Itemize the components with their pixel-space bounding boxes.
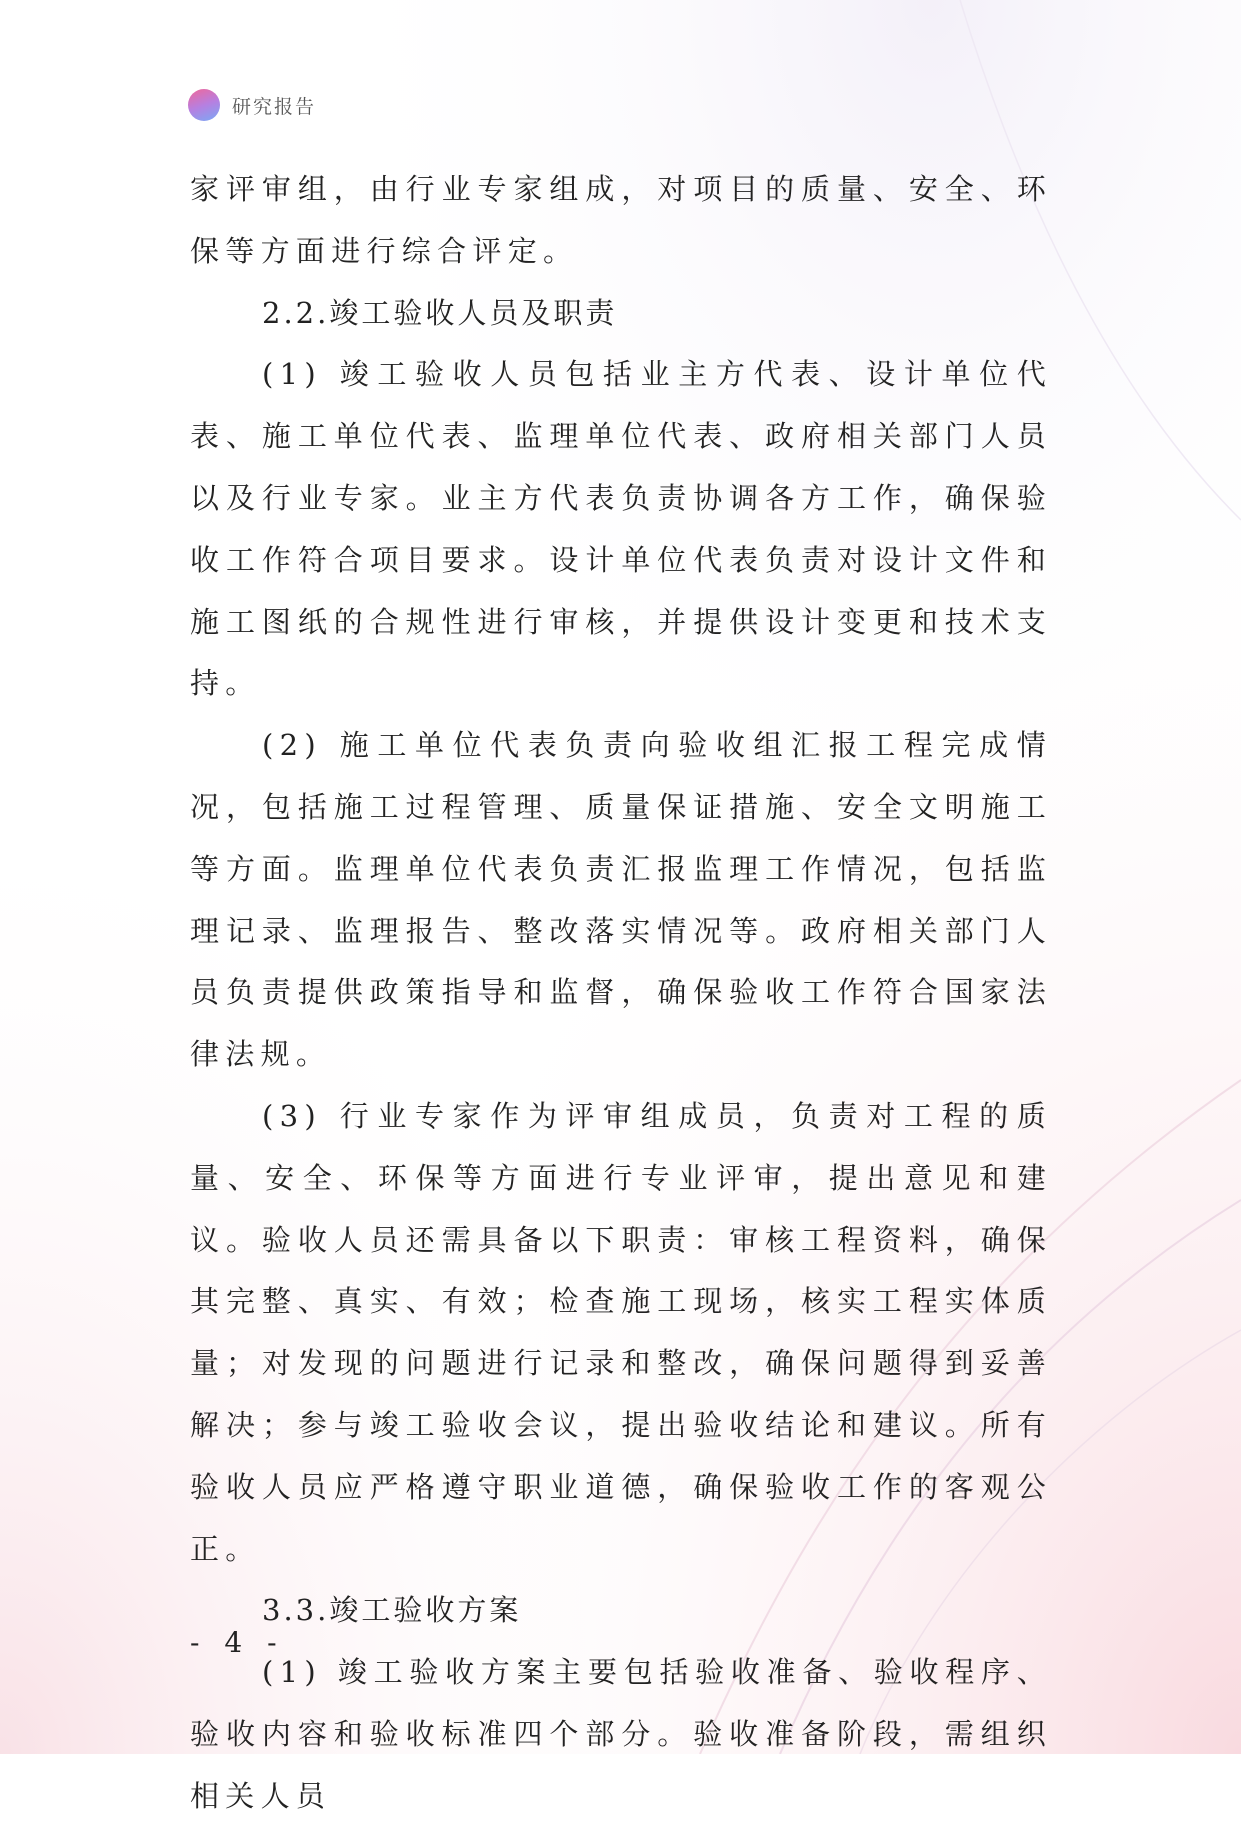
paragraph-item-3: (3) 行业专家作为评审组成员，负责对工程的质量、安全、环保等方面进行专业评审，提出意见和建议。验收人员还需具备以下职责：审核工程资料，确保其完整、真实、有效；检查施工现场，核实工程实体质量；对发现的问题进行记录和整改，确保问题得到妥善解决；参与竣工验收会议，提出验收结论和建议。所有验收人员应严格遵守职业道德，确保验收工作的客观公正。	[190, 1098, 1052, 1566]
section-heading-2-2: 2.2.竣工验收人员及职责	[262, 295, 618, 330]
paragraph-item-2: (2) 施工单位代表负责向验收组汇报工程完成情况，包括施工过程管理、质量保证措施、安全文明施工等方面。监理单位代表负责汇报监理工作情况，包括监理记录、监理报告、整改落实情况等。政府相关部门人员负责提供政策指导和监督，确保验收工作符合国家法律法规。	[190, 728, 1052, 1072]
paragraph-item-1: (1) 竣工验收人员包括业主方代表、设计单位代表、施工单位代表、监理单位代表、政府相关部门人员以及行业专家。业主方代表负责协调各方工作，确保验收工作符合项目要求。设计单位代表负责对设计文件和施工图纸的合规性进行审核，并提供设计变更和技术支持。	[190, 357, 1052, 701]
paragraph-plan-item-1: (1) 竣工验收方案主要包括验收准备、验收程序、验收内容和验收标准四个部分。验收准备阶段，需组织相关人员	[190, 1655, 1052, 1813]
report-header	[188, 88, 316, 122]
page-number: - 4 -	[190, 1626, 285, 1659]
report-logo-icon	[188, 89, 220, 121]
paragraph-continued: 家评审组，由行业专家组成，对项目的质量、安全、环保等方面进行综合评定。	[190, 172, 1052, 268]
body-text	[190, 159, 1052, 1828]
report-header-label: 研究报告	[232, 95, 317, 118]
section-heading-3-3: 3.3.竣工验收方案	[262, 1593, 522, 1628]
